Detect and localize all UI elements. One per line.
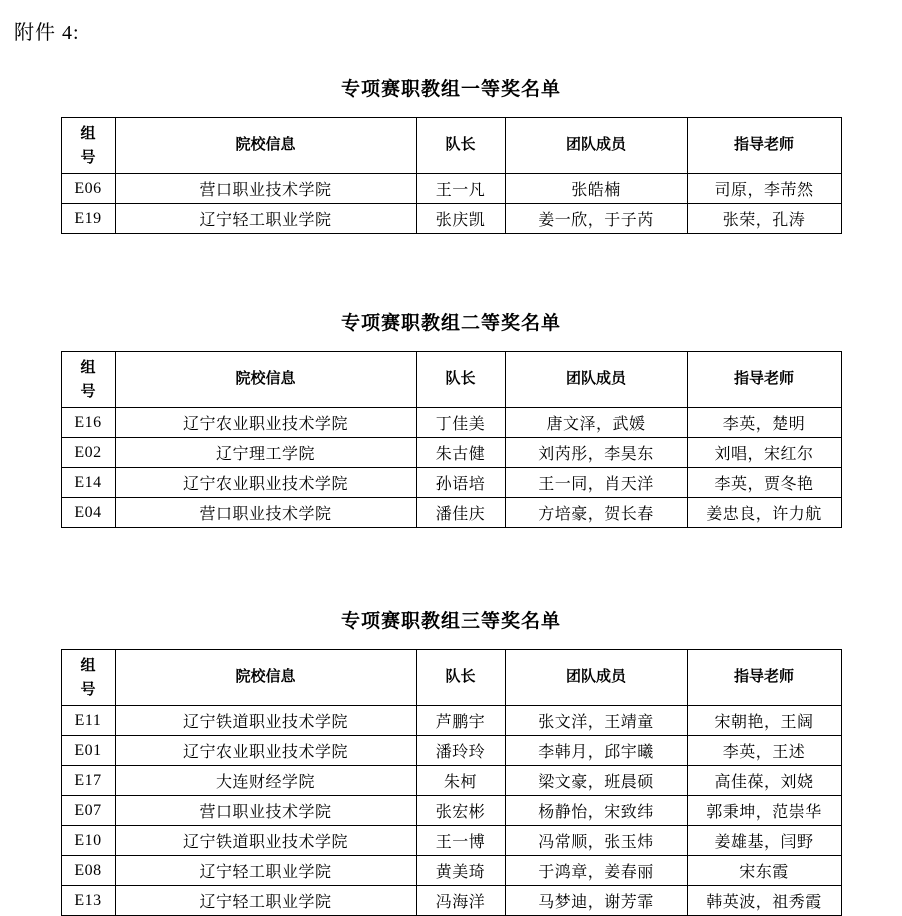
table-row: [61, 856, 841, 886]
col-header-group-no: 组号: [61, 352, 115, 408]
cell-leader: 冯海洋: [416, 886, 505, 916]
cell-members: 杨静怡，宋致纬: [505, 796, 687, 826]
cell-teachers: 韩英波，祖秀霞: [687, 886, 841, 916]
cell-members: 张皓楠: [505, 174, 687, 204]
cell-school: 辽宁轻工职业学院: [115, 856, 416, 886]
cell-members: 李韩月，邱宇曦: [505, 736, 687, 766]
col-header-group-no: 组号: [61, 118, 115, 174]
table-row: [61, 796, 841, 826]
col-header-teachers: 指导老师: [687, 650, 841, 706]
col-header-leader: 队长: [416, 352, 505, 408]
cell-leader: 张宏彬: [416, 796, 505, 826]
cell-members: 于鸿章，姜春丽: [505, 856, 687, 886]
table-row: [61, 438, 841, 468]
cell-members: 方培豪，贺长春: [505, 498, 687, 528]
cell-group-no: E19: [61, 204, 115, 234]
col-header-members: 团队成员: [505, 352, 687, 408]
attachment-label: 附件 4:: [14, 22, 80, 44]
cell-teachers: 姜雄基，闫野: [687, 826, 841, 856]
cell-leader: 孙语培: [416, 468, 505, 498]
cell-group-no: E06: [61, 174, 115, 204]
award-section-1: [0, 74, 902, 234]
cell-school: 辽宁农业职业技术学院: [115, 468, 416, 498]
cell-group-no: E17: [61, 766, 115, 796]
cell-group-no: E02: [61, 438, 115, 468]
cell-leader: 王一凡: [416, 174, 505, 204]
col-header-school: 院校信息: [115, 118, 416, 174]
col-header-leader: 队长: [416, 118, 505, 174]
cell-teachers: 李英，贾冬艳: [687, 468, 841, 498]
cell-group-no: E10: [61, 826, 115, 856]
award-section-3: [0, 606, 902, 916]
award-section-2: [0, 308, 902, 528]
table-row: [61, 706, 841, 736]
cell-group-no: E04: [61, 498, 115, 528]
table-row: [61, 826, 841, 856]
cell-school: 营口职业技术学院: [115, 174, 416, 204]
table-row: [61, 408, 841, 438]
cell-group-no: E07: [61, 796, 115, 826]
table-row: [61, 204, 841, 234]
header-row: [61, 650, 841, 706]
cell-leader: 潘玲玲: [416, 736, 505, 766]
cell-leader: 王一博: [416, 826, 505, 856]
col-header-teachers: 指导老师: [687, 352, 841, 408]
cell-group-no: E08: [61, 856, 115, 886]
cell-group-no: E16: [61, 408, 115, 438]
cell-leader: 朱古健: [416, 438, 505, 468]
col-header-members: 团队成员: [505, 118, 687, 174]
cell-leader: 朱柯: [416, 766, 505, 796]
cell-leader: 丁佳美: [416, 408, 505, 438]
cell-members: 张文洋，王靖童: [505, 706, 687, 736]
col-header-school: 院校信息: [115, 650, 416, 706]
cell-leader: 潘佳庆: [416, 498, 505, 528]
cell-members: 姜一欣，于子芮: [505, 204, 687, 234]
table-title: 专项赛职教组二等奖名单: [340, 313, 561, 334]
table-row: [61, 736, 841, 766]
cell-teachers: 李英，楚明: [687, 408, 841, 438]
cell-group-no: E01: [61, 736, 115, 766]
award-table-3: [61, 649, 842, 916]
cell-members: 刘芮彤，李昊东: [505, 438, 687, 468]
table-row: [61, 174, 841, 204]
cell-teachers: 高佳葆，刘娆: [687, 766, 841, 796]
cell-leader: 芦鹏宇: [416, 706, 505, 736]
cell-teachers: 姜忠良，许力航: [687, 498, 841, 528]
cell-members: 梁文豪，班晨硕: [505, 766, 687, 796]
cell-school: 辽宁农业职业技术学院: [115, 408, 416, 438]
cell-school: 大连财经学院: [115, 766, 416, 796]
cell-school: 辽宁轻工职业学院: [115, 204, 416, 234]
col-header-leader: 队长: [416, 650, 505, 706]
cell-school: 辽宁理工学院: [115, 438, 416, 468]
cell-teachers: 刘唱，宋红尔: [687, 438, 841, 468]
cell-school: 辽宁农业职业技术学院: [115, 736, 416, 766]
cell-teachers: 宋东霞: [687, 856, 841, 886]
table-row: [61, 498, 841, 528]
cell-members: 王一同，肖天洋: [505, 468, 687, 498]
award-table-2: [61, 351, 842, 528]
cell-teachers: 郭秉坤，范崇华: [687, 796, 841, 826]
cell-leader: 张庆凯: [416, 204, 505, 234]
cell-teachers: 李英，王述: [687, 736, 841, 766]
col-header-school: 院校信息: [115, 352, 416, 408]
cell-members: 马梦迪，谢芳霏: [505, 886, 687, 916]
cell-teachers: 张荣，孔涛: [687, 204, 841, 234]
table-title: 专项赛职教组三等奖名单: [340, 611, 561, 632]
cell-school: 营口职业技术学院: [115, 498, 416, 528]
cell-members: 唐文泽，武媛: [505, 408, 687, 438]
header-row: [61, 118, 841, 174]
col-header-group-no: 组号: [61, 650, 115, 706]
table-row: [61, 886, 841, 916]
table-title: 专项赛职教组一等奖名单: [340, 79, 561, 100]
cell-school: 营口职业技术学院: [115, 796, 416, 826]
award-table-1: [61, 117, 842, 234]
cell-group-no: E11: [61, 706, 115, 736]
cell-members: 冯常顺，张玉炜: [505, 826, 687, 856]
cell-school: 辽宁铁道职业技术学院: [115, 706, 416, 736]
cell-teachers: 司原，李芾然: [687, 174, 841, 204]
table-row: [61, 468, 841, 498]
col-header-teachers: 指导老师: [687, 118, 841, 174]
cell-teachers: 宋朝艳，王阔: [687, 706, 841, 736]
cell-leader: 黄美琦: [416, 856, 505, 886]
header-row: [61, 352, 841, 408]
cell-group-no: E13: [61, 886, 115, 916]
cell-school: 辽宁轻工职业学院: [115, 886, 416, 916]
cell-group-no: E14: [61, 468, 115, 498]
table-row: [61, 766, 841, 796]
col-header-members: 团队成员: [505, 650, 687, 706]
cell-school: 辽宁铁道职业技术学院: [115, 826, 416, 856]
